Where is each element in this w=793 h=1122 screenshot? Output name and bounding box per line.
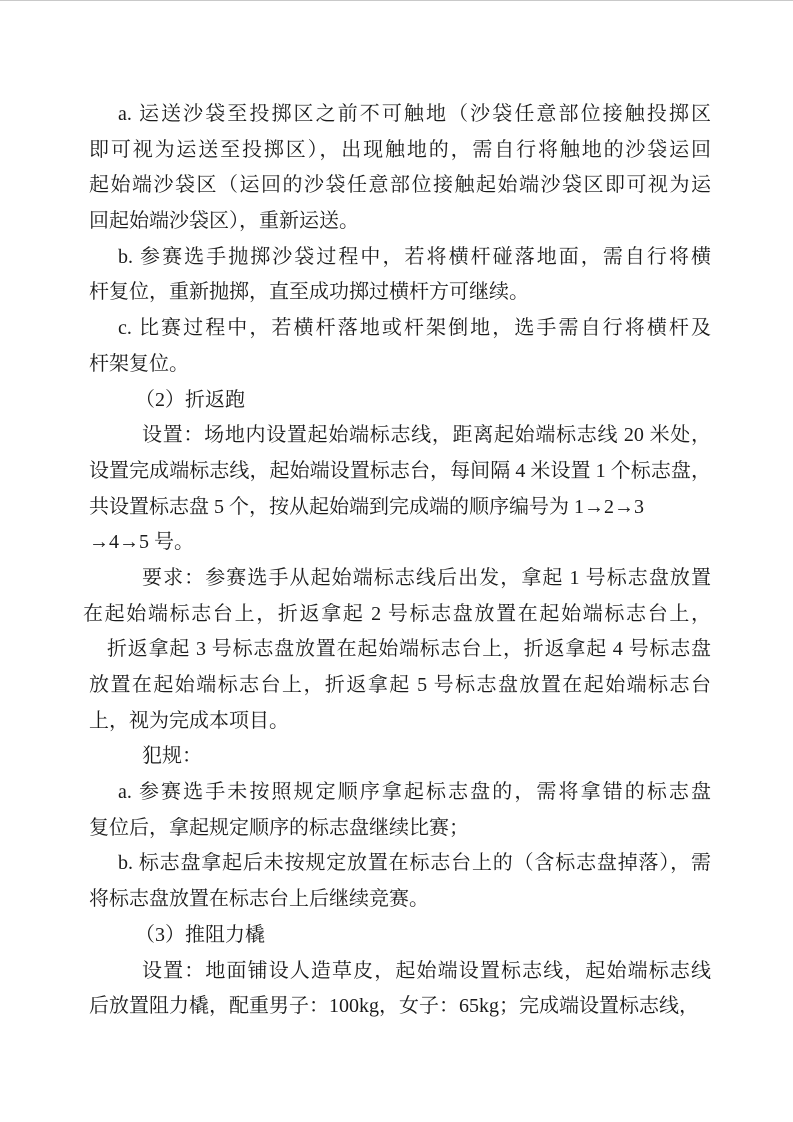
- text-line: 杆架复位。: [89, 352, 189, 375]
- text-line: b. 标志盘拿起后未按规定放置在标志台上的（含标志盘掉落），需: [118, 852, 711, 875]
- text-line: 杆复位，重新抛掷，直至成功掷过横杆方可继续。: [89, 281, 529, 304]
- text-line: 共设置标志盘 5 个，按从起始端到完成端的顺序编号为 1→2→3: [89, 495, 644, 518]
- text-line: 回起始端沙袋区），重新运送。: [89, 210, 359, 233]
- text-line: 将标志盘放置在标志台上后继续竞赛。: [89, 888, 429, 911]
- text-line: 上，视为完成本项目。: [89, 709, 289, 732]
- text-line: a. 参赛选手未按照规定顺序拿起标志盘的，需将拿错的标志盘: [118, 781, 711, 804]
- text-line: 即可视为运送至投掷区），出现触地的，需自行将触地的沙袋运回: [89, 138, 711, 161]
- text-line: 折返拿起 3 号标志盘放置在起始端标志台上，折返拿起 4 号标志盘: [107, 638, 711, 661]
- text-line: 犯规：: [142, 745, 202, 768]
- section-heading: （2）折返跑: [135, 388, 245, 411]
- text-line: 设置：场地内设置起始端标志线，距离起始端标志线 20 米处，: [142, 424, 711, 447]
- text-line: 在起始端标志台上，折返拿起 2 号标志盘放置在起始端标志台上，: [83, 602, 711, 625]
- text-line: 后放置阻力橇，配重男子：100kg，女子：65kg；完成端设置标志线，: [89, 995, 699, 1018]
- page-top-edge: [0, 0, 793, 1]
- text-line: 设置：地面铺设人造草皮，起始端设置标志线，起始端标志线: [142, 959, 711, 982]
- section-heading: （3）推阻力橇: [135, 923, 265, 946]
- text-line: 复位后，拿起规定顺序的标志盘继续比赛；: [89, 816, 469, 839]
- text-line: →4→5 号。: [89, 531, 194, 554]
- document-text-block: [83, 97, 711, 1025]
- text-line: 放置在起始端标志台上，折返拿起 5 号标志盘放置在起始端标志台: [89, 674, 711, 696]
- text-line: 起始端沙袋区（运回的沙袋任意部位接触起始端沙袋区即可视为运: [89, 174, 711, 197]
- text-line: 设置完成端标志线，起始端设置标志台，每间隔 4 米设置 1 个标志盘，: [89, 459, 711, 482]
- text-line: a. 运送沙袋至投掷区之前不可触地（沙袋任意部位接触投掷区: [118, 103, 711, 125]
- text-line: b. 参赛选手抛掷沙袋过程中，若将横杆碰落地面，需自行将横: [118, 245, 711, 268]
- text-line: c. 比赛过程中，若横杆落地或杆架倒地，选手需自行将横杆及: [118, 317, 711, 340]
- text-line: 要求：参赛选手从起始端标志线后出发，拿起 1 号标志盘放置: [142, 566, 711, 589]
